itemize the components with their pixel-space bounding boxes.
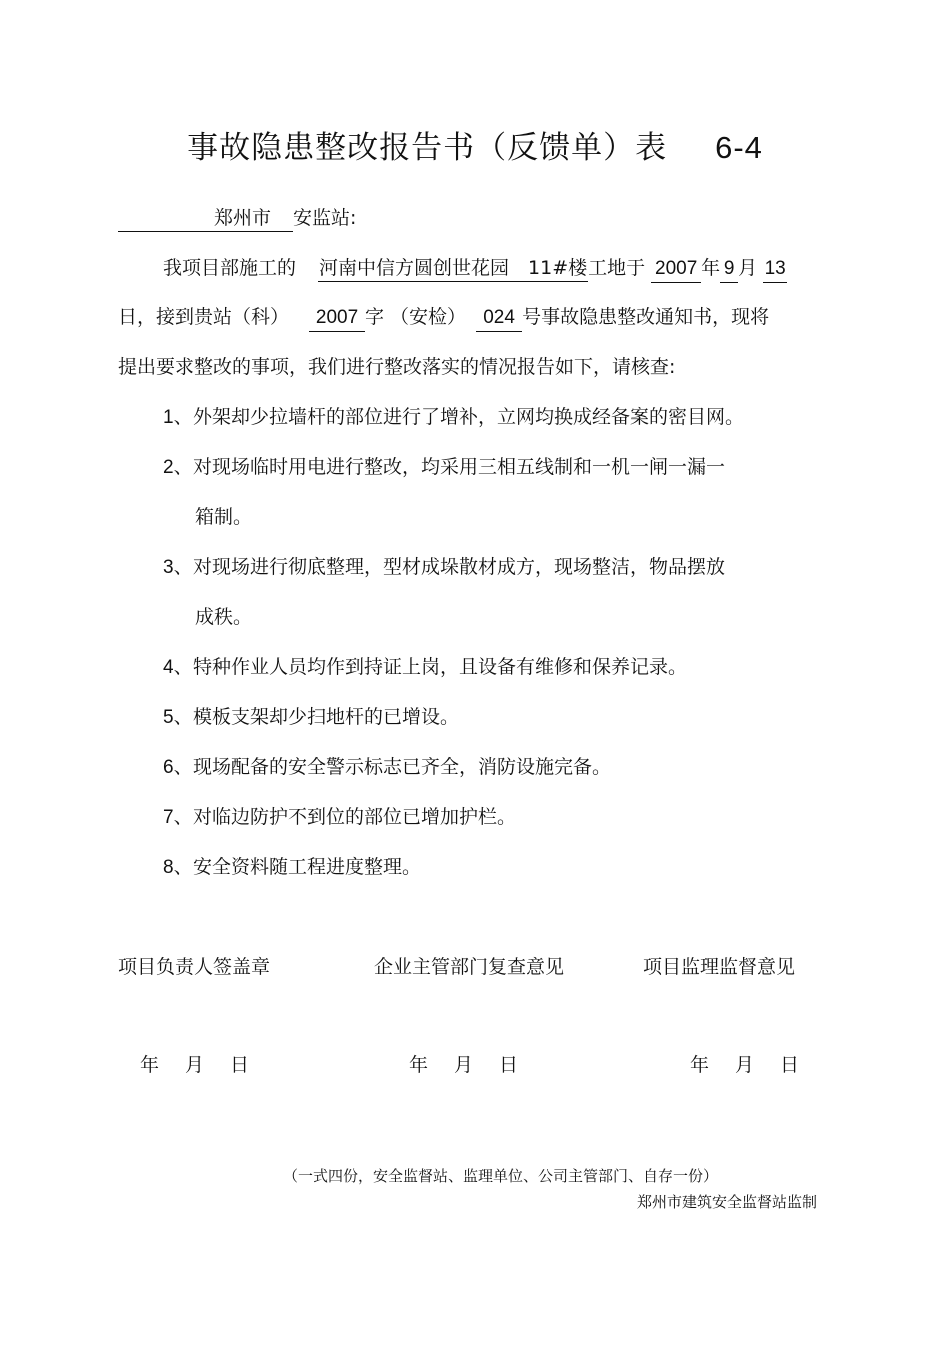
- paragraph-line-1: [163, 253, 787, 283]
- item-text: 模板支架却少扫地杆的已增设。: [193, 706, 460, 728]
- list-item: [163, 452, 725, 483]
- notice-number-field: 024: [476, 305, 522, 332]
- list-item: [163, 652, 687, 683]
- item-number: 6、: [163, 757, 193, 778]
- item-text: 特种作业人员均作到持证上岗，且设备有维修和保养记录。: [193, 656, 688, 678]
- date-year-label: 年: [140, 1054, 160, 1076]
- issuer-note: 郑州市建筑安全监督站监制: [636, 1193, 817, 1211]
- copies-note: （一式四份，安全监督站、监理单位、公司主管部门、自存一份）: [283, 1167, 719, 1185]
- paragraph-line-2: [118, 302, 769, 332]
- item-number: 2、: [163, 457, 193, 478]
- date-month-label: 月: [735, 1054, 755, 1076]
- signature-supervision: 项目监理监督意见: [643, 956, 796, 978]
- paragraph-line-3: 提出要求整改的事项，我们进行整改落实的情况报告如下，请核查:: [118, 356, 676, 378]
- item-number: 5、: [163, 707, 193, 728]
- form-number: 6-4: [715, 130, 763, 165]
- list-item: [163, 802, 516, 833]
- date-year-label: 年: [409, 1054, 429, 1076]
- item-text: 外架却少拉墙杆的部位进行了增补，立网均换成经备案的密目网。: [193, 406, 745, 428]
- list-item: [163, 702, 459, 733]
- addressee-suffix: 安监站:: [293, 207, 357, 229]
- notice-tail-text: 号事故隐患整改通知书，现将: [522, 306, 770, 328]
- site-text: 工地于: [588, 257, 646, 279]
- date-line-left: [140, 1050, 249, 1077]
- notice-year-field: 2007: [309, 305, 365, 332]
- notice-word-text: 字 （安检）: [365, 306, 467, 328]
- list-item: [163, 552, 725, 583]
- title-text: 事故隐患整改报告书（反馈单）表: [187, 130, 668, 166]
- signature-project-manager: 项目负责人签盖章: [118, 956, 271, 978]
- addressee-city-field: [118, 205, 293, 232]
- item-continuation: 成秩。: [195, 606, 253, 628]
- date-line-right: [690, 1050, 799, 1077]
- item-text: 安全资料随工程进度整理。: [193, 856, 422, 878]
- date-month-label: 月: [185, 1054, 205, 1076]
- item-text: 对现场进行彻底整理，型材成垛散材成方，现场整洁，物品摆放: [193, 556, 726, 578]
- item-number: 4、: [163, 657, 193, 678]
- month-label: 月: [738, 257, 758, 279]
- signature-company-review: 企业主管部门复查意见: [374, 956, 565, 978]
- date-line-middle: [409, 1050, 518, 1077]
- report-day-field: 13: [763, 256, 787, 283]
- date-month-label: 月: [454, 1054, 474, 1076]
- addressee-line: [118, 203, 356, 233]
- addressee-city: 郑州市: [213, 207, 271, 229]
- item-text: 对临边防护不到位的部位已增加护栏。: [193, 806, 517, 828]
- date-day-label: 日: [230, 1054, 250, 1076]
- report-year-field: 2007: [651, 256, 701, 283]
- item-number: 3、: [163, 557, 193, 578]
- list-item: [163, 402, 744, 433]
- intro-text: 我项目部施工的: [163, 257, 297, 279]
- item-number: 8、: [163, 857, 193, 878]
- date-day-label: 日: [780, 1054, 800, 1076]
- item-continuation: 箱制。: [195, 506, 253, 528]
- list-item: [163, 752, 611, 783]
- date-year-label: 年: [690, 1054, 710, 1076]
- document-title: [0, 122, 950, 167]
- date-day-label: 日: [499, 1054, 519, 1076]
- item-number: 1、: [163, 407, 193, 428]
- year-label: 年: [701, 257, 721, 279]
- list-item: [163, 852, 421, 883]
- item-number: 7、: [163, 807, 193, 828]
- item-text: 现场配备的安全警示标志已齐全，消防设施完备。: [193, 756, 612, 778]
- report-month-field: 9: [720, 256, 738, 283]
- item-text: 对现场临时用电进行整改，均采用三相五线制和一机一闸一漏一: [193, 456, 726, 478]
- project-name-field: 河南中信方圆创世花园 11#楼: [318, 255, 588, 282]
- day-label-text: 日，接到贵站（科）: [118, 306, 290, 328]
